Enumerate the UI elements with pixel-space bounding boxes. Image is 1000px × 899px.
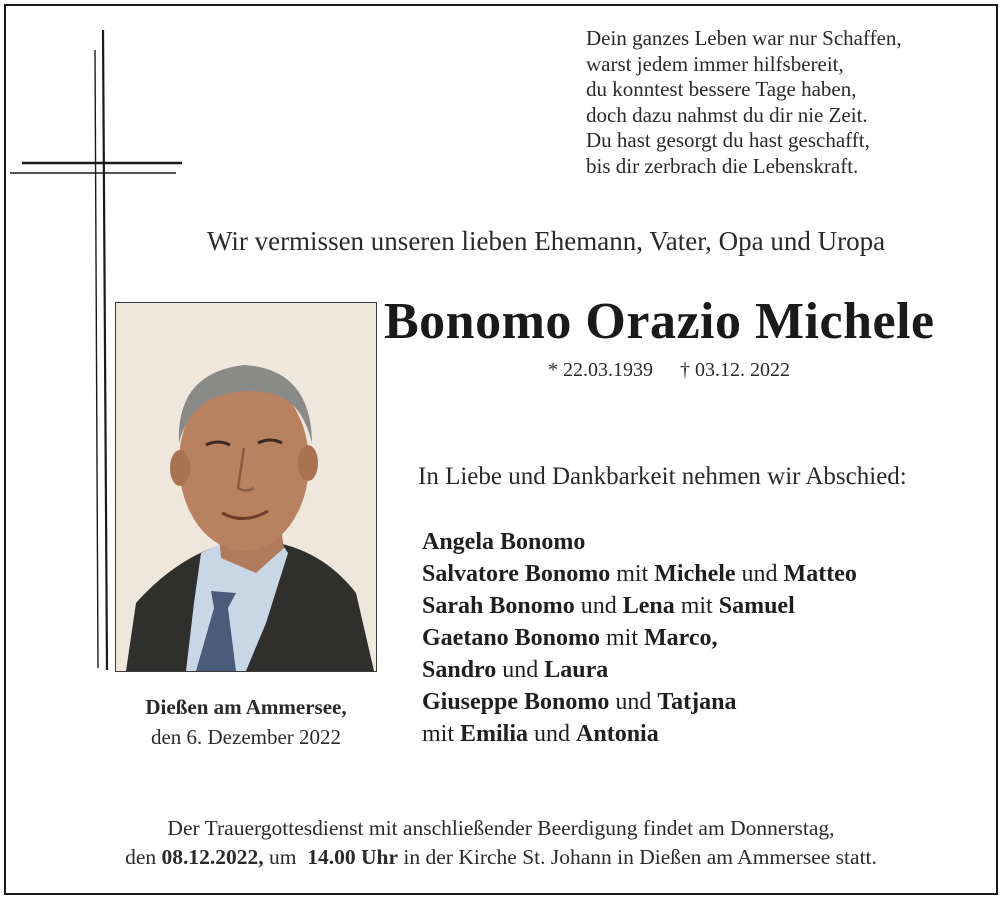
mourner-connector: und bbox=[574, 593, 623, 619]
poem-line: du konntest bessere Tage haben, bbox=[586, 77, 857, 101]
service-time: 14.00 Uhr bbox=[307, 845, 399, 869]
mourner-line bbox=[422, 654, 857, 686]
mourner-connector: mit bbox=[610, 561, 655, 587]
service-text: um bbox=[263, 845, 308, 869]
mourner-line bbox=[422, 718, 857, 750]
mourner-connector: mit bbox=[674, 593, 719, 619]
service-text: in der Kirche St. Johann in Dießen am Ammersee statt. bbox=[398, 845, 877, 869]
mourner-connector: mit bbox=[600, 625, 645, 651]
mourner-name: Gaetano Bonomo bbox=[422, 625, 601, 651]
mourner-connector: und bbox=[735, 561, 784, 587]
mourner-name: Sarah Bonomo bbox=[422, 593, 575, 619]
mourners-list bbox=[422, 526, 857, 750]
death-date: † 03.12. 2022 bbox=[680, 359, 790, 381]
mourner-name: Laura bbox=[544, 657, 609, 683]
place-date: den 6. Dezember 2022 bbox=[150, 725, 342, 749]
mourner-name: Lena bbox=[622, 593, 675, 619]
farewell-text: In Liebe und Dankbarkeit nehmen wir Abschied: bbox=[418, 463, 907, 490]
mourner-line bbox=[422, 686, 857, 718]
mourner-connector: und bbox=[496, 657, 545, 683]
mourner-connector: mit bbox=[422, 721, 461, 747]
mourner-name: Tatjana bbox=[657, 689, 737, 715]
mourner-line bbox=[422, 622, 857, 654]
mourner-name: Salvatore Bonomo bbox=[422, 561, 611, 587]
mourner-connector: und bbox=[609, 689, 658, 715]
service-line-1: Der Trauergottesdienst mit anschließender Beerdigung findet am Donnerstag, bbox=[167, 816, 835, 840]
intro-text: Wir vermissen unseren lieben Ehemann, Vater, Opa und Uropa bbox=[206, 226, 886, 256]
mourner-name: Sandro bbox=[422, 657, 497, 683]
service-text: den bbox=[125, 845, 162, 869]
mourner-line bbox=[422, 558, 857, 590]
service-date: 08.12.2022, bbox=[161, 845, 264, 869]
mourner-name: Michele bbox=[654, 561, 736, 587]
poem-line: Dein ganzes Leben war nur Schaffen, bbox=[586, 26, 902, 50]
service-line-2 bbox=[6, 843, 996, 872]
mourner-line bbox=[422, 590, 857, 622]
place-and-date bbox=[106, 692, 386, 752]
mourner-name: Emilia bbox=[460, 721, 529, 747]
mourner-name: Marco, bbox=[644, 625, 718, 651]
place-city: Dießen am Ammersee, bbox=[145, 695, 347, 719]
mourner-line bbox=[422, 526, 857, 558]
life-dates bbox=[548, 359, 812, 382]
poem-line: bis dir zerbrach die Lebenskraft. bbox=[586, 153, 859, 178]
poem-line: doch dazu nahmst du dir nie Zeit. bbox=[586, 102, 868, 127]
mourner-name: Matteo bbox=[783, 561, 857, 587]
mourner-name: Samuel bbox=[718, 593, 795, 619]
poem-line: Du hast gesorgt du hast geschafft, bbox=[586, 128, 870, 152]
birth-date: * 22.03.1939 bbox=[548, 359, 653, 381]
deceased-name: Bonomo Orazio Michele bbox=[384, 293, 935, 350]
service-notice bbox=[6, 814, 996, 872]
portrait-photo bbox=[115, 302, 377, 672]
mourner-name: Giuseppe Bonomo bbox=[422, 689, 610, 715]
mourner-connector: und bbox=[528, 721, 577, 747]
poem-line: warst jedem immer hilfsbereit, bbox=[586, 51, 844, 76]
mourner-name: Antonia bbox=[576, 721, 659, 747]
mourner-name: Angela Bonomo bbox=[422, 529, 586, 555]
obituary-card bbox=[4, 4, 998, 895]
poem bbox=[586, 26, 986, 179]
